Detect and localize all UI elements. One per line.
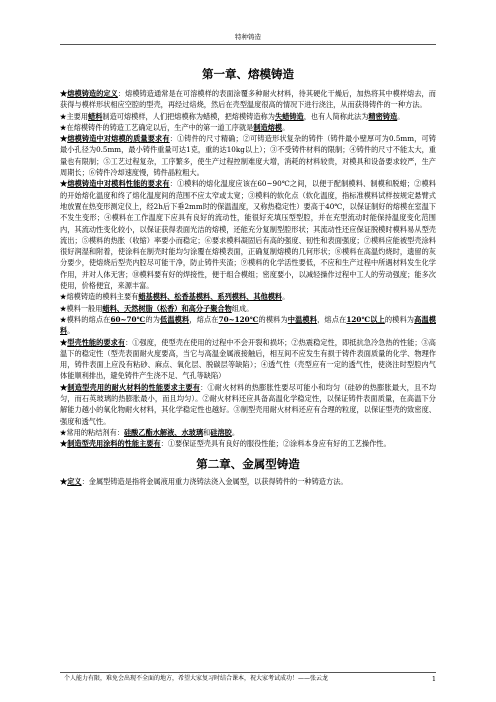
header-title: 特种铸造 xyxy=(235,33,261,41)
chapter-2-title: 第二章、金属型铸造 xyxy=(196,456,300,471)
page-content xyxy=(60,60,436,487)
paragraph-pattern-requirements: ★熔模铸造中对熔模的质量要求有：①铸件的尺寸精确；②可铸造形状复杂的铸件（铸件最小壁厚可为0.5mm，可铸最小孔径为0.5mm，最小铸件重量可达1克，重的达10kg以上）；③不受铸件材料的限制；④铸件的尺寸不能太大，重量也有限制；⑤工艺过程复杂，工序繁多，使生产过程控制难度大增，消耗的材料较贵，对模具和设备要求较严，生产周期长；⑥铸件冷却速度慢，铸件晶粒粗大。 xyxy=(60,134,436,178)
paragraph-binders: ★常用的粘结剂有：硅酸乙酯水解液、水玻璃和硅溶胶。 xyxy=(60,427,240,437)
footer-note: 个人能力有限，难免会出现不全面的地方，希望大家复习时结合课本，祝大家考试成功！——张云龙 xyxy=(64,675,329,682)
paragraph-pattern-material-types: ★熔模铸造的模料主要有蜡基模料、松香基模料、系列模料、其他模料。 xyxy=(60,292,290,302)
paragraph-shell-requirements: ★型壳性能的要求有：①强度，使型壳在使用的过程中不会开裂和损坏；②热震稳定性，即抵抗急冷急热的性能；③高温下的稳定性（型壳表面耐火度要高，当它与高温金属液接触后，相互间不应发生有损于铸件表面质量的化学、物理作用，铸件表面上应没有粘砂、麻点、氧化层、脱碳层等缺陷）；④透气性（壳型应有一定的透气性，使浇注时型腔内气体能顺利排出，避免铸件产生浇不足、气孔等缺陷） xyxy=(60,337,436,381)
bullet-star: ★ xyxy=(60,89,68,98)
page-header xyxy=(60,32,436,45)
paragraph-chapter2-definition: ★定义：金属型铸造是指将金属液用重力浇铸法浇入金属型，以获得铸件的一种铸造方法。 xyxy=(60,476,348,486)
paragraph-definition: ★熔模铸造的定义：熔模铸造通常是在可溶模样的表面涂覆多种耐火材料，待其硬化干燥后，加热将其中模样熔去，而获得与模样形状相应空腔的型壳，再经过焙烧，然后在壳型温度很高的情况下进行浇注，从而获得铸件的一种方法。 xyxy=(60,89,436,110)
chapter-1-title: 第一章、熔模铸造 xyxy=(202,67,294,81)
paragraph-pattern-material-composition: ★模料一般用蜡料、天然树脂（松香）和高分子聚合物组成。 xyxy=(60,303,254,313)
term: 熔模铸造的定义 xyxy=(67,89,118,98)
paragraph-wax-material: ★主要用蜡料制造可熔模样，人们把熔模称为蜡模，把熔模铸造称为失蜡铸造，也有人简称此法为精密铸造。 xyxy=(60,111,405,121)
paragraph-pattern-material-requirements: ★熔模铸造中对模料性能的要求有：①模料的熔化温度应该在60~90℃之间，以便于配制模料、制模和脱蜡；②模料的开始熔化温度和终了熔化温度间的范围不应太窄或太宽；③模料的软化点（软化温度，指标准模料试样按规定悬臂式地放置在热变形测定仪上，经2h后下垂2mm时的保温温度，又称热稳定性）要高于40℃，以保证制好的熔模在室温下不发生变形；④模料在工作温度下应具有良好的流动性，能很好充填压型型腔，并在充型流动时能保持温度变化范围内，其流动性变化较小，以保证获得表面光洁的熔模，还能充分复制型腔形状；其流动性还应保证脱模时模料易从型壳流出；⑤模料的热胀（收缩）率要小而稳定；⑥要求模料凝固后有高的强度、韧性和表面强度；⑦模料应能被型壳涂料很好润湿和附着，使涂料在制壳时能均匀涂覆在熔模表面，正确复制熔模的几何形状；⑧模料在高温灼烧时，遗留的灰分要少，使熔烧后型壳内腔尽可能干净，防止铸件夹渣；⑨模料的化学活性要低，不应和生产过程中所遇材料发生化学作用，并对人体无害；⑩模料要有好的焊接性，便于组合模组；密度要小，以减轻操作过程中工人的劳动强度；能多次使用，价格便宜，来源丰富。 xyxy=(60,179,436,291)
paragraph-coating-requirements: ★制造型壳用涂料的性能主要有：①要保证型壳具有良好的服役性能；②涂料本身应有好的工艺操作性。 xyxy=(60,439,391,449)
paragraph-melting-points: ★模料的熔点在60~70℃的为低温模料，熔点在70~120℃的模料为中温模料，熔点在120℃以上的模料为高温模料。 xyxy=(60,314,436,336)
paragraph-first-process: ★在熔模铸件的铸造工艺确定以后，生产中的第一道工序就是制造熔模。 xyxy=(60,122,290,132)
page-footer xyxy=(60,672,436,685)
paragraph-refractory-requirements: ★制造型壳用的耐火材料的性能要求主要有：①耐火材料的热膨胀性要尽可能小和均匀（硅砂的热膨胀最大，且不均匀，而石英玻璃的热膨胀最小，而且均匀）。②耐火材料还应具备高温化学稳定性，以保证铸件表面质量，在高温下分解能力越小的氧化物耐火材料，其化学稳定性也越好。③制型壳用耐火材料还应有合理的粒度，以保证型壳的致密度、强度和透气性。 xyxy=(60,382,436,426)
page-number: 1 xyxy=(431,675,436,683)
